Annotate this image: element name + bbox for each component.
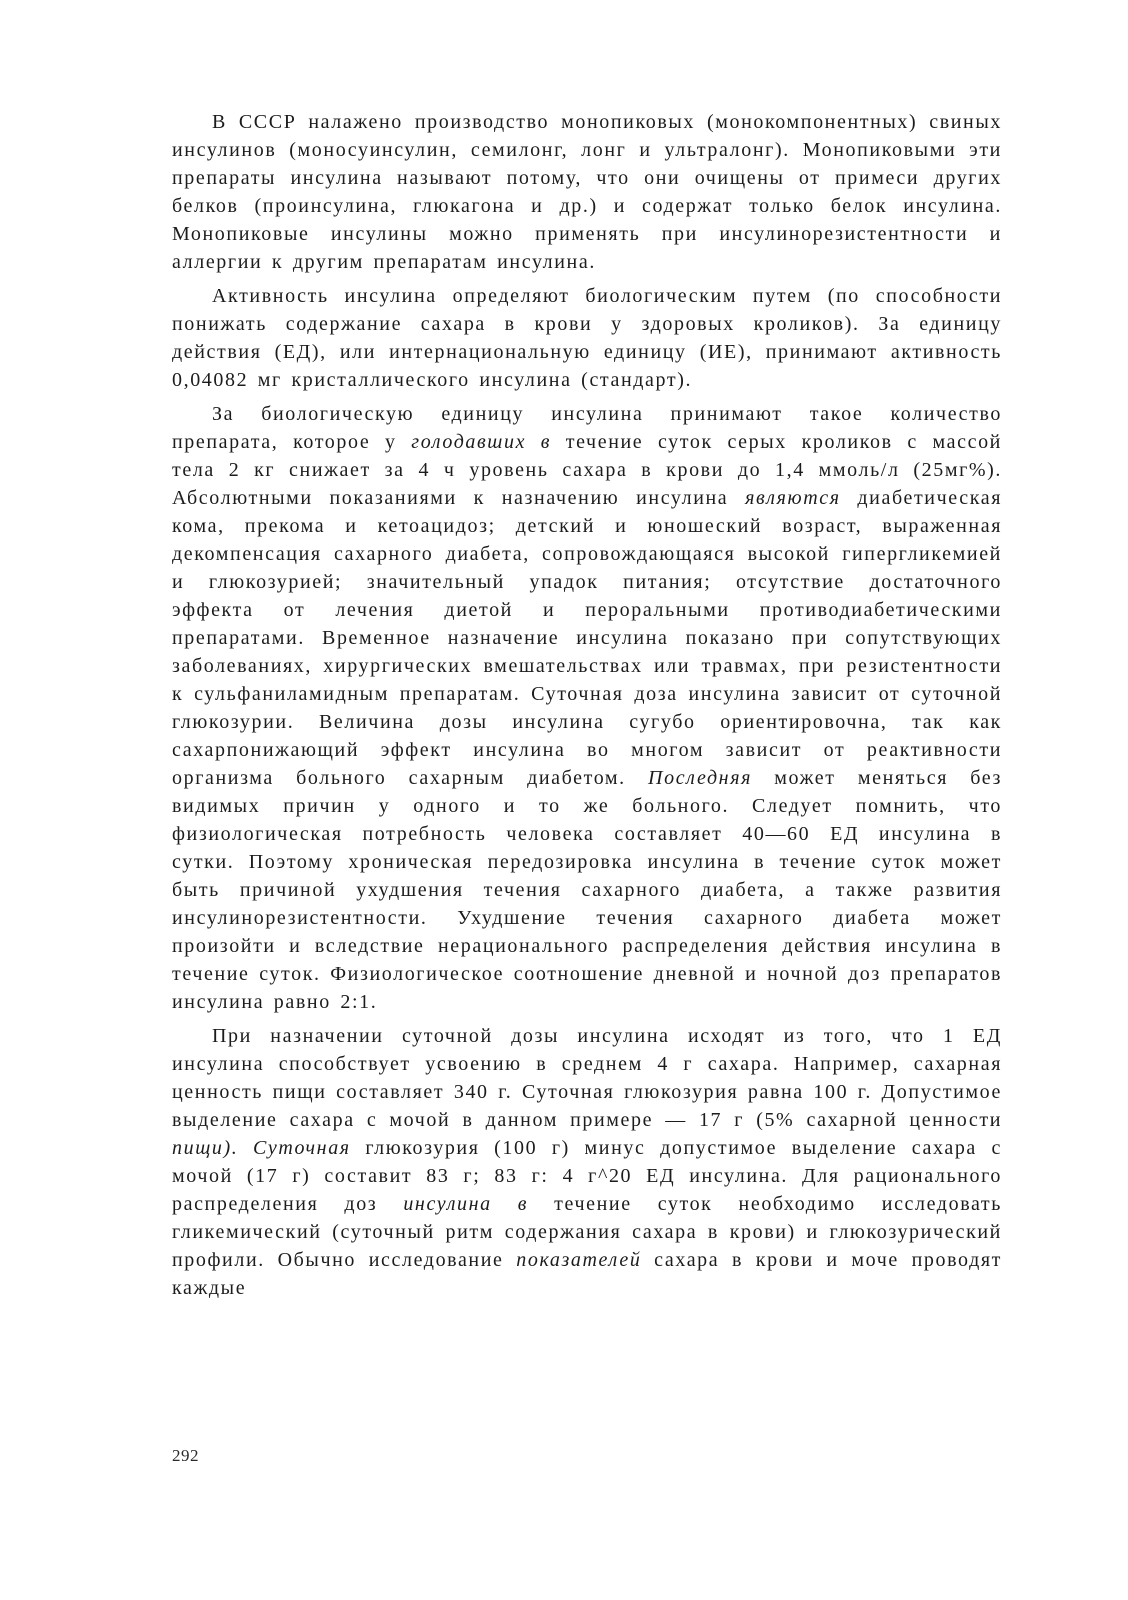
page-body xyxy=(172,108,1002,1308)
paragraph-daily-dose xyxy=(172,1022,1002,1302)
italic-text-run: голодавших в xyxy=(411,431,552,453)
paragraph-insulin-activity xyxy=(172,282,1002,394)
italic-text-run: показателей xyxy=(516,1249,642,1271)
paragraph-monopeak-insulins xyxy=(172,108,1002,276)
text-run: течение суток серых кроликов с массой тела 2 кг снижает за 4 ч уровень сахара в крови до 1,4 ммоль/л (25мг%). Абсолютными показаниями к назначению инсулина xyxy=(172,431,1002,509)
text-run: глюкозурия (100 г) минус допустимое выделение сахара с мочой (17 г) составит 83 г; 83 г: 4 г^20 ЕД инсулина. Для рационального распределения доз xyxy=(172,1137,1002,1215)
italic-text-run: Последняя xyxy=(648,767,752,789)
italic-text-run: инсулина в xyxy=(403,1193,529,1215)
text-run: Активность инсулина определяют биологическим путем (по способности понижать содержание сахара в крови у здоровых кроликов). За единицу действия (ЕД), или интернациональную единицу (ИЕ), принимают активность 0,04082 мг кристаллического инсулина (стандарт). xyxy=(172,285,1002,391)
text-run: течение суток необходимо исследовать гликемический (суточный ритм содержания сахара в крови) и глюкозурический профили. Обычно исследование xyxy=(172,1193,1002,1271)
text-run: В СССР налажено производство монопиковых (монокомпонентных) свиных инсулинов (моносуинсулин, семилонг, лонг и ультралонг). Монопиковыми эти препараты инсулина называют потому, что они очищены от примеси других белков (проинсулина, глюкагона и др.) и содержат только белок инсулина. Монопиковые инсулины можно применять при инсулинорезистентности и аллергии к другим препаратам инсулина. xyxy=(172,111,1002,273)
text-run: При назначении суточной дозы инсулина исходят из того, что 1 ЕД инсулина способствует усвоению в среднем 4 г сахара. Например, сахарная ценность пищи составляет 340 г. Суточная глюкозурия равна 100 г. Допустимое выделение сахара с мочой в данном примере — 17 г (5% сахарной ценности xyxy=(172,1025,1002,1131)
text-run: диабетическая кома, прекома и кетоацидоз; детский и юношеский возраст, выраженная декомпенсация сахарного диабета, сопровождающаяся высокой гипергликемией и глюкозурией; значительный упадок питания; отсутствие достаточного эффекта от лечения диетой и пероральными противодиабетическими препаратами. Временное назначение инсулина показано при сопутствующих заболеваниях, хирургических вмешательствах или травмах, при резистентности к сульфаниламидным препаратам. Суточная доза инсулина зависит от суточной глюкозурии. Величина дозы инсулина сугубо ориентировочна, так как сахарпонижающий эффект инсулина во многом зависит от реактивности организма больного сахарным диабетом. xyxy=(172,487,1002,789)
text-run: сахара в крови и моче проводят каждые xyxy=(172,1249,1002,1299)
page-number: 292 xyxy=(172,1446,199,1465)
text-run: За биологическую единицу инсулина принимают такое количество препарата, которое у xyxy=(172,403,1002,453)
paragraph-biological-unit xyxy=(172,400,1002,1016)
italic-text-run: являются xyxy=(745,487,841,509)
italic-text-run: пищи). Суточная xyxy=(172,1137,351,1159)
text-run: может меняться без видимых причин у одного и то же больного. Следует помнить, что физиологическая потребность человека составляет 40—60 ЕД инсулина в сутки. Поэтому хроническая передозировка инсулина в течение суток может быть причиной ухудшения течения сахарного диабета, а также развития инсулинорезистентности. Ухудшение течения сахарного диабета может произойти и вследствие нерационального распределения действия инсулина в течение суток. Физиологическое соотношение дневной и ночной доз препаратов инсулина равно 2:1. xyxy=(172,767,1002,1013)
